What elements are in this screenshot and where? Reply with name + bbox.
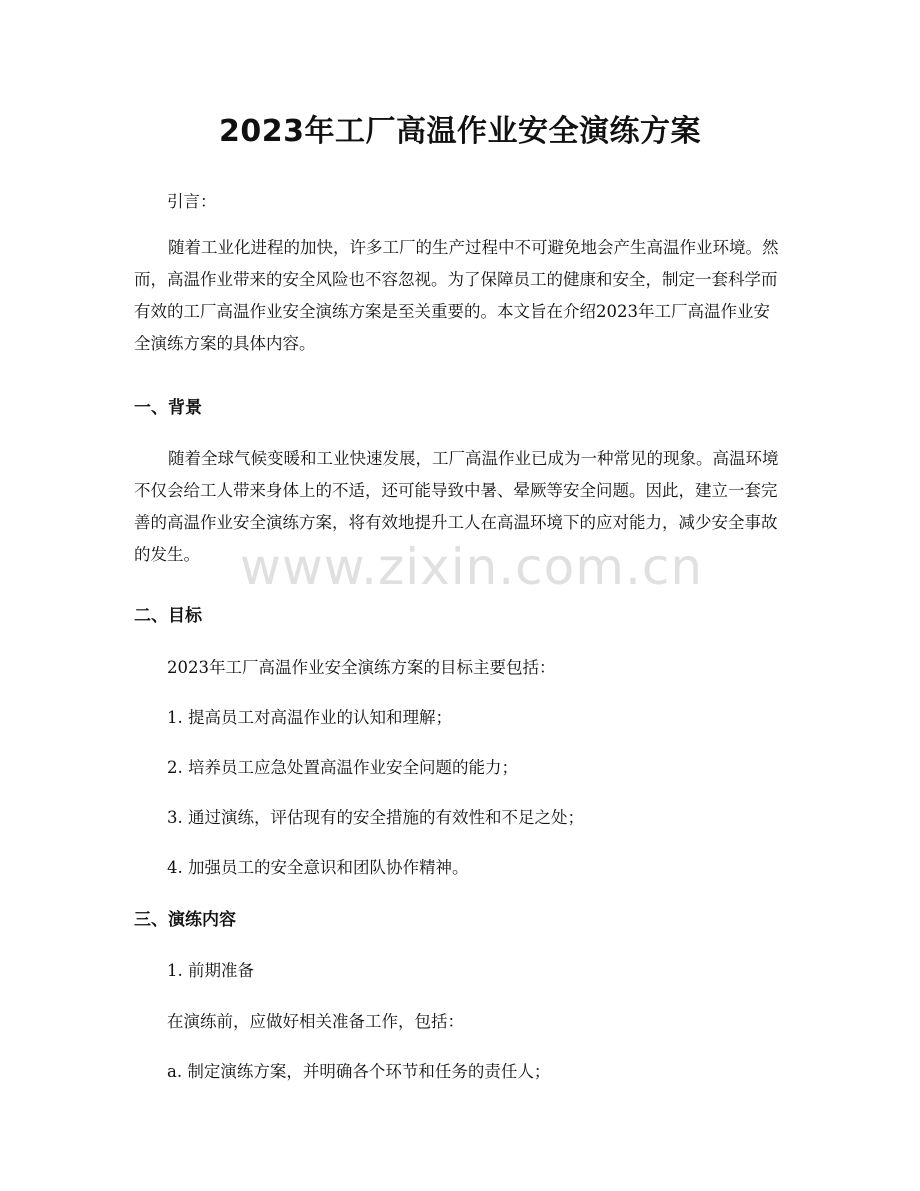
intro-label: 引言：: [167, 192, 217, 211]
goals-intro: 2023年工厂高温作业安全演练方案的目标主要包括：: [167, 658, 556, 677]
goal-item: 1. 提高员工对高温作业的认知和理解；: [167, 708, 452, 727]
section-heading-goals: 二、目标: [134, 606, 202, 626]
preparation-intro: 在演练前，应做好相关准备工作，包括：: [167, 1012, 464, 1031]
goal-item: 3. 通过演练，评估现有的安全措施的有效性和不足之处；: [167, 808, 584, 827]
document-title: 2023年工厂高温作业安全演练方案: [219, 114, 701, 149]
section-heading-drill-content: 三、演练内容: [134, 910, 236, 930]
watermark: www.zixin.com.cn: [240, 538, 704, 596]
goal-item: 2. 培养员工应急处置高温作业安全问题的能力；: [167, 758, 518, 777]
preparation-item: a. 制定演练方案，并明确各个环节和任务的责任人；: [167, 1062, 551, 1081]
background-paragraph: 随着全球气候变暖和工业快速发展，工厂高温作业已成为一种常见的现象。高温环境不仅会给工人带来身体上的不适，还可能导致中暑、晕厥等安全问题。因此，建立一套完善的高温作业安全演练方案，将有效地提升工人在高温环境下的应对能力，减少安全事故的发生。: [134, 449, 779, 564]
subsection-heading-preparation: 1. 前期准备: [167, 961, 254, 980]
intro-paragraph: 随着工业化进程的加快，许多工厂的生产过程中不可避免地会产生高温作业环境。然而，高温作业带来的安全风险也不容忽视。为了保障员工的健康和安全，制定一套科学而有效的工厂高温作业安全演练方案是至关重要的。本文旨在介绍2023年工厂高温作业安全演练方案的具体内容。: [134, 238, 779, 353]
goal-item: 4. 加强员工的安全意识和团队协作精神。: [167, 858, 469, 877]
section-heading-background: 一、背景: [134, 398, 202, 418]
